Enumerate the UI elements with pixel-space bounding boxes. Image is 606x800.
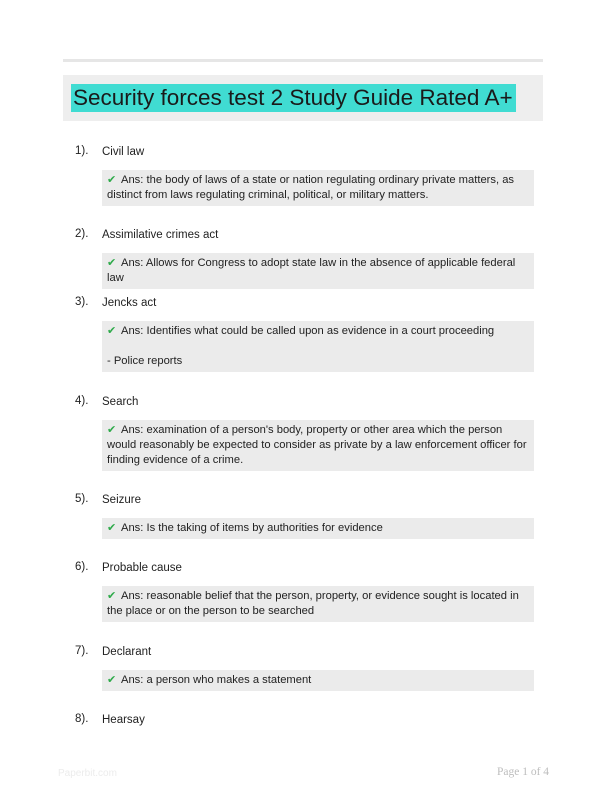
checkmark-icon: ✔ bbox=[107, 522, 117, 534]
answer-box bbox=[102, 670, 534, 691]
page-number: Page 1 of 4 bbox=[497, 766, 550, 778]
checkmark-icon: ✔ bbox=[107, 424, 117, 436]
checkmark-icon: ✔ bbox=[107, 674, 117, 686]
footer-watermark: Paperbit.com bbox=[58, 768, 117, 779]
answer-box bbox=[102, 253, 534, 289]
question-term: Search bbox=[102, 396, 139, 408]
answer-text: Ans: examination of a person's body, property or other area which the person would reasonably be expected to consider as private by a law enforcement officer for finding evidence of a crime. bbox=[107, 424, 527, 466]
question-number: 6). bbox=[75, 561, 89, 573]
checkmark-icon: ✔ bbox=[107, 257, 117, 269]
question-number: 2). bbox=[75, 228, 89, 240]
question-number: 1). bbox=[75, 145, 89, 157]
title-banner bbox=[63, 75, 543, 121]
question-number: 8). bbox=[75, 713, 89, 725]
question-term: Seizure bbox=[102, 494, 141, 506]
answer-extra: - Police reports bbox=[107, 355, 183, 367]
answer-box bbox=[102, 170, 534, 206]
question-term: Civil law bbox=[102, 146, 145, 158]
question-number: 5). bbox=[75, 493, 89, 505]
checkmark-icon: ✔ bbox=[107, 174, 117, 186]
answer-box bbox=[102, 586, 534, 622]
answer-text: Ans: Identifies what could be called upon as evidence in a court proceeding bbox=[121, 325, 495, 337]
question-term: Probable cause bbox=[102, 562, 182, 574]
answer-text: Ans: Is the taking of items by authorities for evidence bbox=[121, 522, 383, 534]
question-number: 4). bbox=[75, 395, 89, 407]
question-term: Hearsay bbox=[102, 714, 145, 726]
answer-text: Ans: reasonable belief that the person, property, or evidence sought is located in the place or on the person to be searched bbox=[107, 590, 519, 617]
question-number: 7). bbox=[75, 645, 89, 657]
question-term: Assimilative crimes act bbox=[102, 229, 219, 241]
checkmark-icon: ✔ bbox=[107, 590, 117, 602]
question-term: Jencks act bbox=[102, 297, 157, 309]
answer-text: Ans: Allows for Congress to adopt state law in the absence of applicable federal law bbox=[107, 257, 516, 284]
answer-text: Ans: the body of laws of a state or nation regulating ordinary private matters, as distinct from laws regulating criminal, political, or military matters. bbox=[107, 174, 515, 201]
top-divider bbox=[63, 59, 543, 62]
answer-text: Ans: a person who makes a statement bbox=[121, 674, 312, 686]
answer-box bbox=[102, 321, 534, 372]
answer-box bbox=[102, 518, 534, 539]
answer-box bbox=[102, 420, 534, 471]
checkmark-icon: ✔ bbox=[107, 325, 117, 337]
page-title: Security forces test 2 Study Guide Rated A+ bbox=[71, 84, 516, 112]
question-number: 3). bbox=[75, 296, 89, 308]
question-term: Declarant bbox=[102, 646, 152, 658]
